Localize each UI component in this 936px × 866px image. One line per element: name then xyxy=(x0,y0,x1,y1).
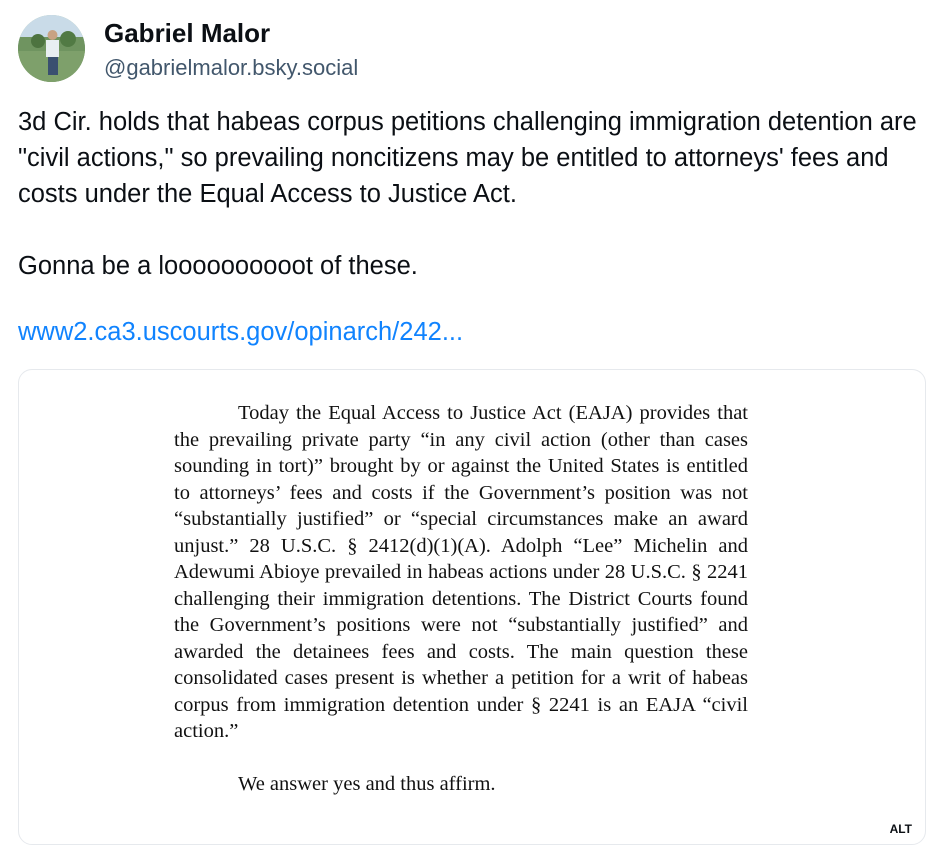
post-link[interactable]: www2.ca3.uscourts.gov/opinarch/242... xyxy=(18,318,464,346)
opinion-excerpt xyxy=(174,400,748,797)
embedded-image[interactable] xyxy=(18,369,926,845)
post-paragraph: 3d Cir. holds that habeas corpus petitions challenging immigration detention are "civil actions," so prevailing noncitizens may be entitled to attorneys' fees and costs under the Equal Access to Justice Act. xyxy=(18,108,917,208)
opinion-paragraph: We answer yes and thus affirm. xyxy=(238,772,496,795)
post-paragraph: Gonna be a loooooooooot of these. xyxy=(18,252,418,280)
post-text xyxy=(18,104,928,284)
opinion-paragraph: Today the Equal Access to Justice Act (EAJA) provides that the prevailing private party “in any civil action (other than cases sounding in tort)” brought by or against the United States is entitled to attorneys’ fees and costs if the Government’s position was not “substantially justified” or “special circumstances make an award unjust.” 28 U.S.C. § 2412(d)(1)(A). Adolph “Lee” Michelin and Adewumi Abioye prevailed in habeas actions under 28 U.S.C. § 2241 challenging their immigration detentions. The District Courts found the Government’s positions were not “substantially justified” and awarded the detainees fees and costs. The main question these consolidated cases present is whether a petition for a writ of habeas corpus from immigration detention under § 2241 is an EAJA “civil action.” xyxy=(174,402,748,742)
author-handle[interactable]: @gabrielmalor.bsky.social xyxy=(104,55,359,80)
avatar[interactable] xyxy=(18,15,85,82)
avatar-photo-icon xyxy=(18,15,85,82)
alt-text-button[interactable]: ALT xyxy=(883,820,919,838)
author-name[interactable]: Gabriel Malor xyxy=(104,18,271,48)
